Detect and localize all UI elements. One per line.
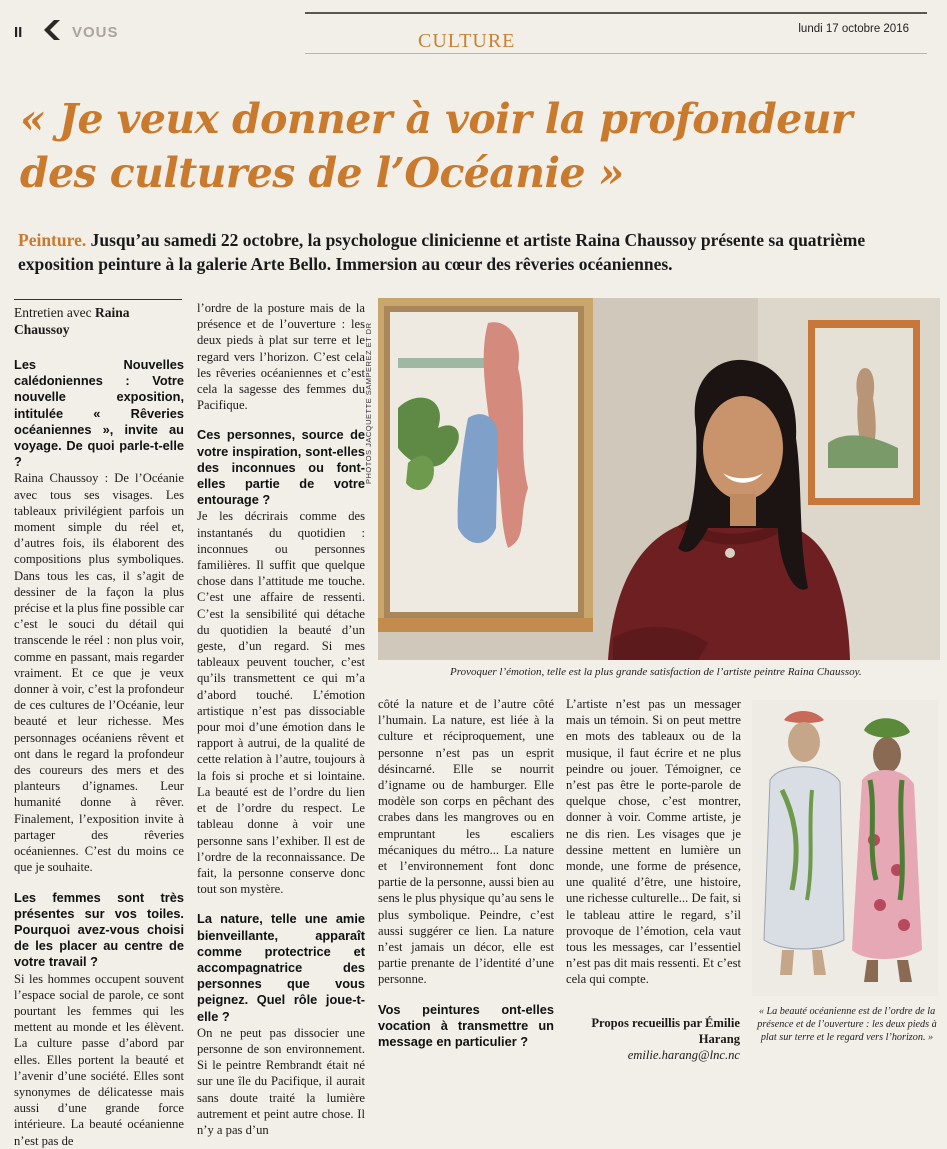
section-title: CULTURE — [418, 30, 516, 52]
article-column-3 — [378, 696, 554, 1050]
article-column-1 — [14, 357, 184, 1149]
painting-figures — [752, 700, 938, 996]
answer-2-continued: l’ordre de la posture mais de la présence et de l’ouverture : les deux pieds à plat sur terre et le regard vers l’horizon. C’est cela les rêveries océaniennes et c’est cela la sagesse des femmes du Pacifique. — [197, 301, 365, 413]
article-column-4 — [566, 696, 741, 988]
section-tag: VOUS — [72, 24, 119, 41]
standfirst-text: Jusqu’au samedi 22 octobre, la psychologue clinicienne et artiste Raina Chaussoy présente sa quatrième exposition peinture à la galerie Arte Bello. Immersion au cœur des rêveries océaniennes. — [18, 230, 866, 274]
photo-caption: Provoquer l’émotion, telle est la plus grande satisfaction de l’artiste peintre Raina Chaussoy. — [450, 666, 862, 678]
question-1: Les Nouvelles calédoniennes : Votre nouvelle exposition, intitulée « Rêveries océaniennes », invite au voyage. De quoi parle-t-elle ? — [14, 357, 184, 470]
chevron-left-icon — [38, 18, 62, 42]
answer-3: Je les décrirais comme des instantanés du quotidien : inconnues ou personnes familières. Il suffit que quelque chose dans l’attitude me touche. C’est une affaire de ressenti. C’est la sensibilité qui détache du quotidien la beauté d’un geste, d’un regard. Si mes tableaux peuvent toucher, c’est qu’ils transmettent ce qui m’a d’abord touché. L’émotion artistique n’est pas dissociable pour moi d’une émotion dans le rapport à autrui, de la qualité de cette relation à l’autre, toujours à la fois si proche et si lointaine. La beauté est de l’ordre du lien et de l’ordre du respect. Le tableau donne à voir une personne sans l’exhiber. Il est de l’ordre de la reconnaissance. De fait, la personne conserve donc tout son mystère. — [197, 509, 365, 897]
answer-5: L’artiste n’est pas un messager mais un témoin. Si on peut mettre en mots des tableaux ou de la musique, il faut écrire et ne plus peindre ou jouer. Témoigner, ce n’est pas être le porte-parole de quelque chose, c’est montrer, donner à voir. Comme artiste, je ne dis rien. Les visages que je dessine mettent en lumière un monde, une forme de présence, une qualité d’être, une histoire, une richesse culturelle... De fait, si le tableau attire le regard, s’il provoque de l’émotion, cela vaut tous les messages, car l’essentiel n’est pas dit mais ressenti. Et c’est cela qui compte. — [566, 697, 741, 987]
artist-photo-illustration — [378, 298, 940, 660]
answer-4: On ne peut pas dissocier une personne de son environnement. Si le peintre Rembrandt était né sur une île du Pacifique, il aurait sans doute traité la lumière autrement et peint autre chose. Il n’y a pas d’un — [197, 1025, 365, 1137]
painting-illustration — [752, 700, 938, 996]
answer-2: Si les hommes occupent souvent l’espace social de parole, ce sont pourtant les femmes qui les mettent au monde et les élèvent. La culture passe d’abord par elles. Elles portent la beauté et l’avenir d’une société. Elles sont synonymes de délicatesse mais aussi d’une grande force intérieure. La beauté océanienne n’est pas de — [14, 971, 184, 1148]
page-header — [0, 0, 947, 52]
question-2: Les femmes sont très présentes sur vos toiles. Pourquoi avez-vous choisi de les placer au centre de votre travail ? — [14, 889, 184, 970]
signature-email: emilie.harang@lnc.nc — [627, 1048, 740, 1062]
header-rule — [305, 12, 927, 14]
answer-4-continued: côté la nature et de l’autre côté l’humain. La nature, est liée à la culture et réciproquement, une personne n’est pas un esprit désincarné. Elle se nourrit d’igname ou de hamburger. Elle modèle son corps en pêchant des crabes dans les mangroves ou en empruntant les escaliers mécaniques du métro... La nature et l’environnement font donc partie de la personne, aussi bien au sens le plus physique qu’au sens le plus symbolique. Peindre, c’est aussi suggérer ce lien. La nature n’est jamais un décor, elle est partie prenante de l’identité d’une personne. — [378, 697, 554, 987]
section-rule — [305, 53, 927, 54]
headline: « Je veux donner à voir la profondeur des cultures de l’Océanie » — [20, 95, 852, 197]
page-number: II — [14, 24, 23, 41]
answer-1: Raina Chaussoy : De l’Océanie avec tous ses visages. Les tableaux privilégient parfois un moment simple du réel et, d’autres fois, ils élaborent des compositions plus symboliques. Dans tous les cas, il s’agit de dessiner de la façon la plus précise et la plus fine possible car c’est le souci du détail qui transcende le réel : non plus voir, comme en passant, mais regarder vraiment. Et ce que je veux donner à voir, c’est la profondeur de ces cultures de l’Océanie, leur beauté et leur richesse. Mes personnages océaniens rêvent et ont dans le regard la profondeur des coureurs des mers et des planteurs d’ignames. Leur humanité donne à rêver. Finalement, l’exposition invite à partager des rêveries océaniennes. C’est du moins ce que je souhaite. — [14, 471, 184, 875]
photo-credit: PHOTOS JACQUETTE SAMPEREZ ET DR — [364, 322, 373, 484]
question-5: Vos peintures ont-elles vocation à transmettre un message en particulier ? — [378, 1001, 554, 1050]
issue-date: lundi 17 octobre 2016 — [798, 23, 909, 35]
illustration-caption: « La beauté océanienne est de l’ordre de la présence et de l’ouverture : les deux pieds à plat sur terre et le regard vers l’horizon. » — [757, 1006, 937, 1043]
interview-byline — [14, 299, 182, 338]
question-3: Ces personnes, source de votre inspiration, sont-elles des inconnues ou font-elles partie de votre entourage ? — [197, 427, 365, 508]
standfirst — [18, 228, 928, 276]
signature-author: Propos recueillis par Émilie Harang — [591, 1016, 740, 1046]
article-column-2 — [197, 300, 365, 1138]
standfirst-kicker: Peinture. — [18, 230, 87, 250]
question-4: La nature, telle une amie bienveillante, apparaît comme protectrice et accompagnatrice des personnes que vous peignez. Quel rôle joue-t-elle ? — [197, 911, 365, 1024]
byline-name: Raina Chaussoy — [14, 305, 130, 337]
byline-intro: Entretien avec — [14, 305, 95, 320]
artist-photo — [378, 298, 940, 660]
signature — [568, 1015, 740, 1063]
